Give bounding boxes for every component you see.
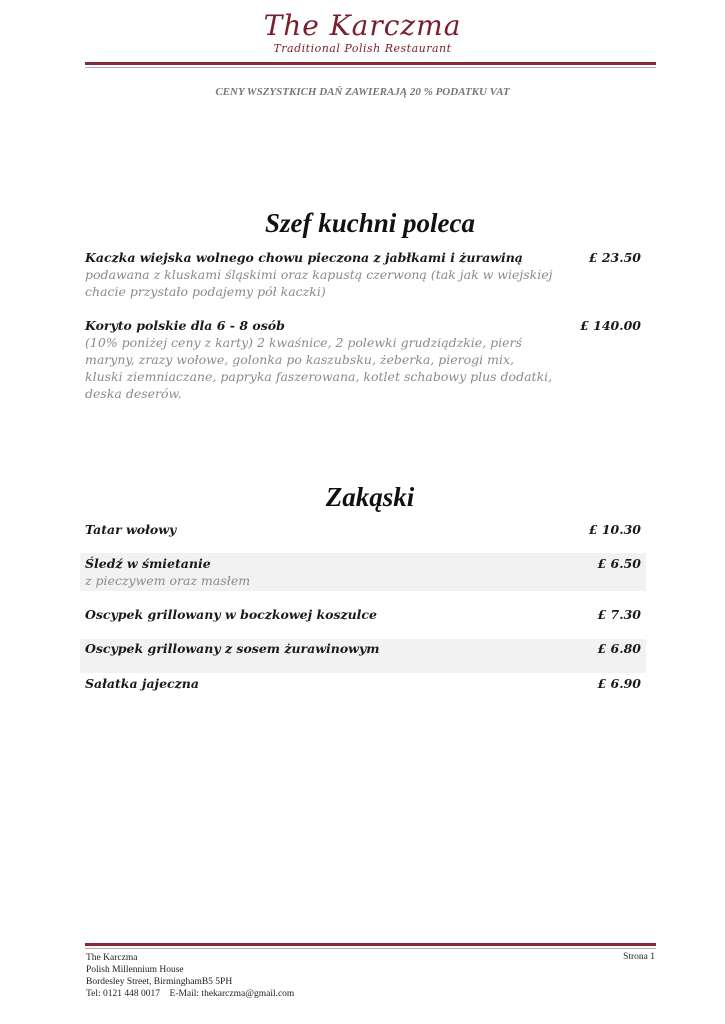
header-rule-thick [85,62,656,65]
restaurant-logo-name: The Karczma [263,9,462,42]
menu-item [85,317,641,402]
section-title-chef-recommends: Szef kuchni poleca [264,208,475,238]
menu-item-name: Sałatka jajeczna [85,676,199,691]
menu-item-price: £ 6.80 [597,641,641,656]
footer-rule-thick [85,943,656,946]
page-header [0,10,725,56]
menu-item [85,249,641,300]
footer-rule-thin [85,948,656,949]
menu-item-price: £ 140.00 [580,318,641,333]
footer-line: Bordesley Street, BirminghamB5 5PH [86,977,233,987]
restaurant-tagline: Traditional Polish Restaurant [273,42,452,55]
menu-item-price: £ 6.90 [597,676,641,691]
menu-item-description: podawana z kluskami śląskimi oraz kapustą czerwoną (tak jak w wiejskiej chacie przystało podajemy pół kaczki) [85,267,553,299]
footer-line: Tel: 0121 448 0017 E-Mail: thekarczma@gmail.com [86,989,295,999]
menu-item [85,640,641,657]
vat-notice: CENY WSZYSTKICH DAŃ ZAWIERAJĄ 20 % PODATKU VAT [215,86,510,98]
menu-item-price: £ 10.30 [588,522,641,537]
section-title-starters: Zakąski [325,482,415,512]
menu-item [85,521,641,538]
menu-item-description: (10% poniżej ceny z karty) 2 kwaśnice, 2 polewki grudziądzkie, pierś maryny, zrazy wołowe, golonka po kaszubsku, żeberka, pierogi mix, kluski ziemniaczane, papryka faszerowana, kotlet schabowy plus dodatki, deska deserów. [85,335,553,401]
footer-line: The Karczma [86,953,138,963]
menu-item-name: Oscypek grillowany z sosem żurawinowym [85,641,380,656]
menu-item [85,555,641,589]
header-rule-thin [85,67,656,68]
page-number: Strona 1 [623,952,655,962]
menu-item-price: £ 7.30 [597,607,641,622]
menu-item-name: Oscypek grillowany w boczkowej koszulce [85,607,377,622]
footer-line: Polish Millennium House [86,965,184,975]
menu-item-name: Śledź w śmietanie [85,556,211,571]
menu-item [85,606,641,623]
footer-address [86,952,294,1000]
menu-item-name: Koryto polskie dla 6 - 8 osób [85,318,285,333]
menu-item-name: Kaczka wiejska wolnego chowu pieczona z jabłkami i żurawiną [85,250,523,265]
menu-item [85,675,641,692]
menu-item-description: z pieczywem oraz masłem [85,573,251,588]
menu-item-name: Tatar wołowy [85,522,177,537]
menu-item-price: £ 6.50 [597,556,641,571]
menu-item-price: £ 23.50 [588,250,641,265]
